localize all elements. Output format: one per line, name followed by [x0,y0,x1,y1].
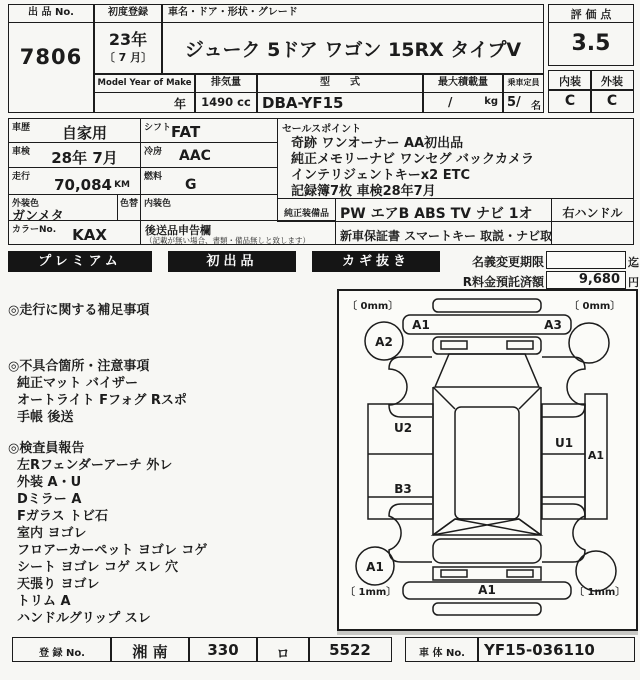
exterior-grade: C [606,93,618,109]
inspector-report-header: ◎検査員報告 [8,441,85,456]
inspection-cell [8,142,141,168]
mileage-cell [8,167,141,195]
damage-code-right-edge-a1: A1 [587,449,605,462]
mileage-unit: KM [114,180,130,190]
fuel-label: 燃料 [144,172,163,182]
color-change-label: 色替 [120,199,139,209]
damage-code-front-bumper-a1: A1 [478,583,496,597]
vin-value-cell [477,637,635,662]
name-change-deadline-box [546,251,626,269]
registration-class: 330 [207,641,239,659]
exterior-grade-header [590,70,634,91]
sales-point-line: 純正メモリーナビ ワンセグ バックカメラ [291,152,535,167]
issue-line: オートライト Fフォグ Rスポ [17,393,187,408]
lot-number-label: 出 品 No. [9,5,93,23]
later-items-cell [140,220,336,245]
registration-label: 登 録 No. [38,648,85,659]
history-cell [8,118,141,143]
inspector-line: 天張り ヨゴレ [17,577,100,592]
sales-points-header: セールスポイント [282,124,362,135]
model-year-value: 年 [173,97,186,111]
tread-depth-top-left: 〔 0mm〕 [347,301,399,312]
first-registration-year: 23年 [108,30,148,49]
equipment-label-cell [277,198,336,222]
tread-depth-top-right: 〔 0mm〕 [569,301,621,312]
lot-number-cell [8,4,94,113]
first-registration-cell [94,4,162,74]
model-code-cell [257,74,423,113]
warranty-cell [335,221,552,245]
inspector-line: シート ヨゴレ コゲ スレ 穴 [17,560,179,575]
capacity-cell [503,74,544,113]
mileage-notes-header: ◎走行に関する補足事項 [8,303,150,318]
sales-point-line: インテリジェントキーx2 ETC [291,168,470,183]
damage-code-rear-bumper-a1: A1 [412,318,430,332]
exterior-color-label: 外装色 [12,199,40,209]
score-label: 評 価 点 [570,8,612,21]
damage-code-u2: U2 [393,421,413,435]
inspector-line: Fガラス トビ石 [17,509,109,524]
warranty-value: 新車保証書 スマートキー 取説・ナビ取 [340,229,553,243]
car-name-cell [162,4,544,74]
scan-shadow [337,631,638,635]
displacement-label: 排気量 [196,75,256,93]
equipment-value-cell [335,198,552,222]
handle-cell [551,198,634,222]
capacity-label: 乗車定員 [504,75,543,93]
ac-value: AAC [179,148,211,164]
name-change-deadline-label: 名義変更期限 [471,255,544,269]
history-value: 自家用 [61,124,107,142]
max-load-value: / [448,95,453,109]
capacity-value: 5/ [507,95,521,110]
car-name-value: ジューク 5ドア ワゴン 15RX タイプV [184,39,522,61]
color-no-cell [8,220,141,245]
inspector-line: ハンドルグリップ スレ [17,611,151,626]
max-load-label: 最大積載量 [424,75,502,93]
capacity-unit: 名 [531,101,541,112]
registration-class-cell [188,637,258,662]
name-change-deadline-unit: 迄 [628,256,639,269]
inspector-line: フロアーカーペット ヨゴレ コゲ [17,543,208,558]
color-no-value: KAX [72,226,107,244]
inspection-value: 28年 7月 [51,149,118,167]
interior-label: 内装 [559,75,581,88]
model-year-label: Model Year of Make [95,75,194,93]
equipment-value: PW エアB ABS TV ナビ 1オ [340,206,533,222]
interior-color-cell [140,194,278,221]
damage-code-wheel-a2: A2 [375,335,393,349]
equipment-label: 純正装備品 [283,209,329,219]
inspection-label: 車検 [12,147,31,157]
tread-depth-bottom-right: 〔 1mm〕 [574,587,626,598]
badge-premium: プレミアム [8,251,152,272]
vin-value: YF15-036110 [484,641,595,659]
warranty-right-empty-cell [551,221,634,245]
damage-code-rear-bumper-a3: A3 [544,318,562,332]
shift-cell [140,118,278,143]
handle-value: 右ハンドル [562,206,623,220]
sales-point-line: 記録簿7枚 車検28年7月 [291,184,436,199]
damage-diagram [337,289,638,631]
sales-point-line: 奇跡 ワンオーナー AA初出品 [291,136,464,151]
registration-kana: ロ [276,647,290,662]
color-no-label: カラーNo. [12,225,57,235]
lot-number-value: 7806 [19,45,83,69]
later-items-label: 後送品申告欄 [145,224,211,237]
issue-line: 純正マット バイザー [17,376,139,391]
score-value: 3.5 [571,31,611,56]
history-label: 車歴 [12,123,31,133]
interior-grade-cell [548,89,592,113]
color-change-cell [117,194,141,221]
interior-grade: C [564,93,576,109]
exterior-label: 外装 [601,75,623,88]
damage-code-wheel-a1: A1 [366,560,384,574]
recycle-fee-label: R料金預託済額 [462,275,544,289]
interior-grade-header [548,70,592,91]
max-load-unit: kg [484,96,498,107]
registration-number-cell [308,637,392,662]
fuel-value: G [185,177,197,193]
max-load-cell [423,74,503,113]
first-registration-month: 〔 7 月〕 [103,51,153,64]
score-value-cell [548,22,634,66]
exterior-grade-cell [590,89,634,113]
inspector-line: 外装 A・U [17,475,82,490]
interior-color-label: 内装色 [144,199,172,209]
model-code-value: DBA-YF15 [262,94,344,112]
issue-line: 手帳 後送 [17,410,74,425]
model-year-cell [94,74,195,113]
first-registration-label: 初度登録 [95,5,161,23]
model-code-label: 型 式 [258,75,422,93]
registration-number: 5522 [329,641,371,659]
vin-label: 車 体 No. [418,648,465,659]
recycle-fee-box: 9,680 [546,271,626,289]
exterior-color-cell [8,194,118,224]
recycle-fee-unit: 円 [628,276,639,289]
mileage-value: 70,084 [54,176,112,194]
later-items-note: （記載が無い場合、書類・備品無しと致します） [145,236,310,245]
score-header-cell [548,4,634,22]
sales-points-box [277,118,634,199]
exterior-color-value: ガンメタ [12,209,64,224]
damage-code-b3: B3 [394,482,412,496]
displacement-value: 1490 cc [201,95,251,109]
ac-cell [140,142,278,168]
car-name-header: 車名・ドア・形状・グレード [163,5,543,23]
badge-key-removed: カギ抜き [312,251,440,272]
displacement-cell [195,74,257,113]
shift-value: FAT [171,123,201,141]
fuel-cell [140,167,278,195]
shift-label: シフト [144,123,172,133]
registration-area-cell [110,637,190,662]
registration-label-cell [12,637,112,662]
mileage-label: 走行 [12,172,31,182]
damage-code-u1: U1 [554,436,574,450]
registration-kana-cell [256,637,310,662]
issues-header: ◎不具合箇所・注意事項 [8,359,150,374]
inspector-line: 室内 ヨゴレ [17,526,87,541]
registration-area: 湘 南 [132,643,168,661]
vin-label-cell [405,637,479,662]
ac-label: 冷房 [144,147,163,157]
inspector-line: 左Rフェンダーアーチ 外レ [17,458,173,473]
badge-first-listing: 初出品 [168,251,296,272]
tread-depth-bottom-left: 〔 1mm〕 [345,587,397,598]
inspector-line: トリム A [17,594,71,609]
inspector-line: Dミラー A [17,492,82,507]
